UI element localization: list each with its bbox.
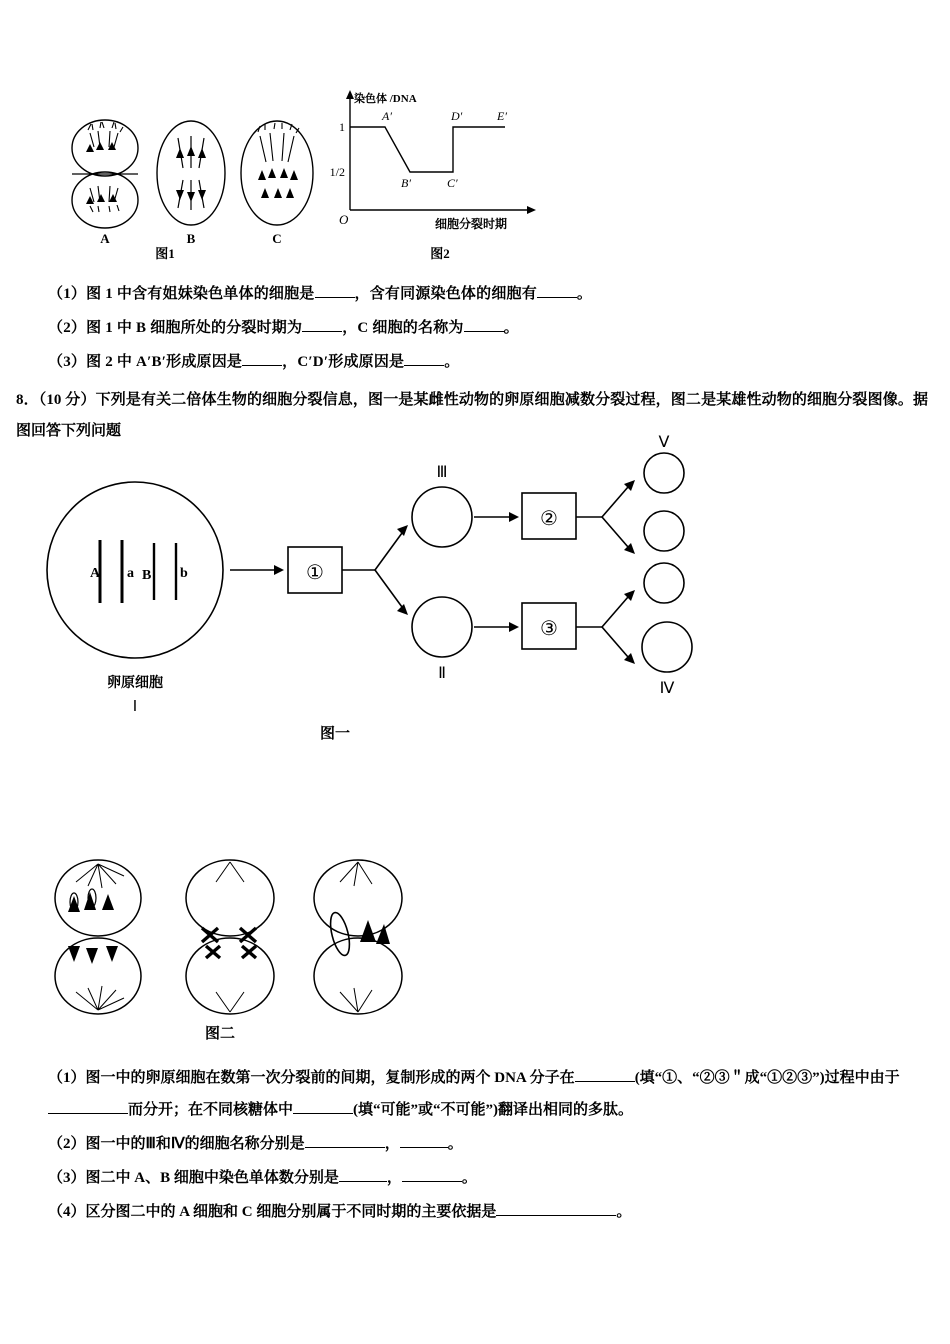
bq3-text-3: 。 <box>461 1170 477 1186</box>
bq2-text-1: （2）图一中的Ⅲ和Ⅳ的细胞名称分别是 <box>48 1136 305 1152</box>
bq2-text-3: 。 <box>447 1136 463 1152</box>
q3-blank-2[interactable] <box>404 365 444 366</box>
bq1-text-3: 而分开；在不同核糖体中 <box>128 1102 294 1118</box>
bottom-question-2 <box>48 1128 928 1160</box>
bq1-text-2: (填“①、“②③＂成“①②③”)过程中由于 <box>634 1070 900 1086</box>
q3-text-a: （3）图 2 中 A′B′形成原因是 <box>48 354 243 370</box>
cell-V <box>644 453 684 493</box>
diagram-two-cell-a <box>55 860 141 1014</box>
q2-blank-1[interactable] <box>302 331 342 332</box>
cell-label-II: Ⅱ <box>438 665 446 682</box>
point-label-c: C′ <box>447 176 458 190</box>
bq3-blank-1[interactable] <box>339 1181 387 1182</box>
chart-curve <box>350 127 505 172</box>
diagram-one-caption: 图一 <box>320 726 351 742</box>
q3-text-b: ，C′D′形成原因是 <box>282 354 405 370</box>
cell-b <box>157 121 225 225</box>
q1-text-a: （1）图 1 中含有姐妹染色单体的细胞是 <box>48 286 315 302</box>
bq4-text-2: 。 <box>616 1204 632 1220</box>
oogonium-cell <box>47 482 223 658</box>
question-8-score: （10 分） <box>38 392 96 408</box>
bq2-blank-2[interactable] <box>400 1147 448 1148</box>
cell-label-IV: Ⅳ <box>659 680 675 697</box>
cell-IV <box>642 622 692 672</box>
bq3-blank-2[interactable] <box>402 1181 462 1182</box>
question-3-line <box>48 350 459 371</box>
bq4-blank-1[interactable] <box>496 1215 616 1216</box>
gene-label-b: b <box>180 566 188 581</box>
oogonium-numeral: Ⅰ <box>132 699 138 715</box>
bottom-question-1 <box>48 1062 928 1126</box>
q1-text-b: ，含有同源染色体的细胞有 <box>354 286 537 302</box>
gene-label-a: a <box>127 566 134 581</box>
origin-label: O <box>339 212 349 227</box>
bq1-blank-1[interactable] <box>575 1081 635 1082</box>
diagram-two <box>40 850 420 1025</box>
y-tick-half: 1/2 <box>329 165 345 179</box>
diagram-two-cell-b <box>186 860 274 1014</box>
point-label-a: A′ <box>382 109 392 123</box>
q1-text-c: 。 <box>576 286 593 302</box>
bq3-text-1: （3）图二中 A、B 细胞中染色单体数分别是 <box>48 1170 339 1186</box>
figure-1-caption: 图1 <box>155 246 175 261</box>
bottom-questions <box>48 1062 928 1230</box>
question-2-line <box>48 316 519 337</box>
figure-1-cells <box>60 88 320 258</box>
cell-III <box>412 487 472 547</box>
bq1-blank-2[interactable] <box>48 1113 128 1114</box>
diagram-two-cell-c <box>314 860 402 1014</box>
gene-label-B: B <box>142 568 152 583</box>
gene-label-A: A <box>90 566 101 581</box>
cell-II <box>412 597 472 657</box>
q2-text-c: 。 <box>503 320 519 336</box>
cell-label-V: Ⅴ <box>658 434 670 451</box>
point-label-d: D′ <box>451 109 463 123</box>
q2-text-a: （2）图 1 中 B 细胞所处的分裂时期为 <box>48 320 303 336</box>
point-label-e: E′ <box>497 109 507 123</box>
figure-2-chart <box>325 88 555 258</box>
figure-1-label-c: C <box>272 231 282 246</box>
process-label-3: ③ <box>540 618 558 640</box>
x-axis-label: 细胞分裂时期 <box>435 217 508 231</box>
bottom-question-4 <box>48 1196 928 1228</box>
bq2-text-2: ， <box>384 1136 400 1152</box>
oogonium-label: 卵原细胞 <box>107 676 163 691</box>
bq1-text-1: （1）图一中的卵原细胞在数第一次分裂前的间期，复制形成的两个 DNA 分子在 <box>48 1070 575 1086</box>
diagram-one <box>30 434 730 755</box>
bottom-question-3 <box>48 1162 928 1194</box>
question-8-text: 下列是有关二倍体生物的细胞分裂信息，图一是某雌性动物的卵原细胞减数分裂过程，图二是某雄性动物的细胞分裂图像。据图回答下列问题 <box>16 392 928 439</box>
process-label-2: ② <box>540 508 558 530</box>
y-tick-1: 1 <box>339 120 345 134</box>
bq2-blank-1[interactable] <box>305 1147 385 1148</box>
q2-text-b: ，C 细胞的名称为 <box>342 320 464 336</box>
bq1-blank-3[interactable] <box>293 1113 353 1114</box>
cell-label-III: Ⅲ <box>436 464 448 481</box>
bq1-text-4: (填“可能”或“不可能”)翻译出相同的多肽。 <box>353 1102 634 1118</box>
y-axis-label: 染色体 /DNA <box>354 93 417 105</box>
q1-blank-1[interactable] <box>315 297 355 298</box>
q1-blank-2[interactable] <box>537 297 577 298</box>
cell-polar-1 <box>644 511 684 551</box>
bq3-text-2: ， <box>386 1170 402 1186</box>
question-8-number: 8． <box>16 392 39 408</box>
process-label-1: ① <box>306 562 324 584</box>
cell-polar-2 <box>644 563 684 603</box>
cell-c <box>241 121 313 225</box>
bq4-text-1: （4）区分图二中的 A 细胞和 C 细胞分别属于不同时期的主要依据是 <box>48 1204 497 1220</box>
point-label-b: B′ <box>401 176 411 190</box>
question-8-stem <box>16 385 928 447</box>
q3-text-c: 。 <box>444 354 460 370</box>
diagram-two-caption: 图二 <box>205 1026 236 1042</box>
figure-1-label-a: A <box>100 231 110 246</box>
question-1-line <box>48 282 592 303</box>
figure-2-caption: 图2 <box>430 246 450 261</box>
cell-a <box>72 120 138 228</box>
figure-1-label-b: B <box>186 231 196 246</box>
q2-blank-2[interactable] <box>464 331 504 332</box>
q3-blank-1[interactable] <box>242 365 282 366</box>
